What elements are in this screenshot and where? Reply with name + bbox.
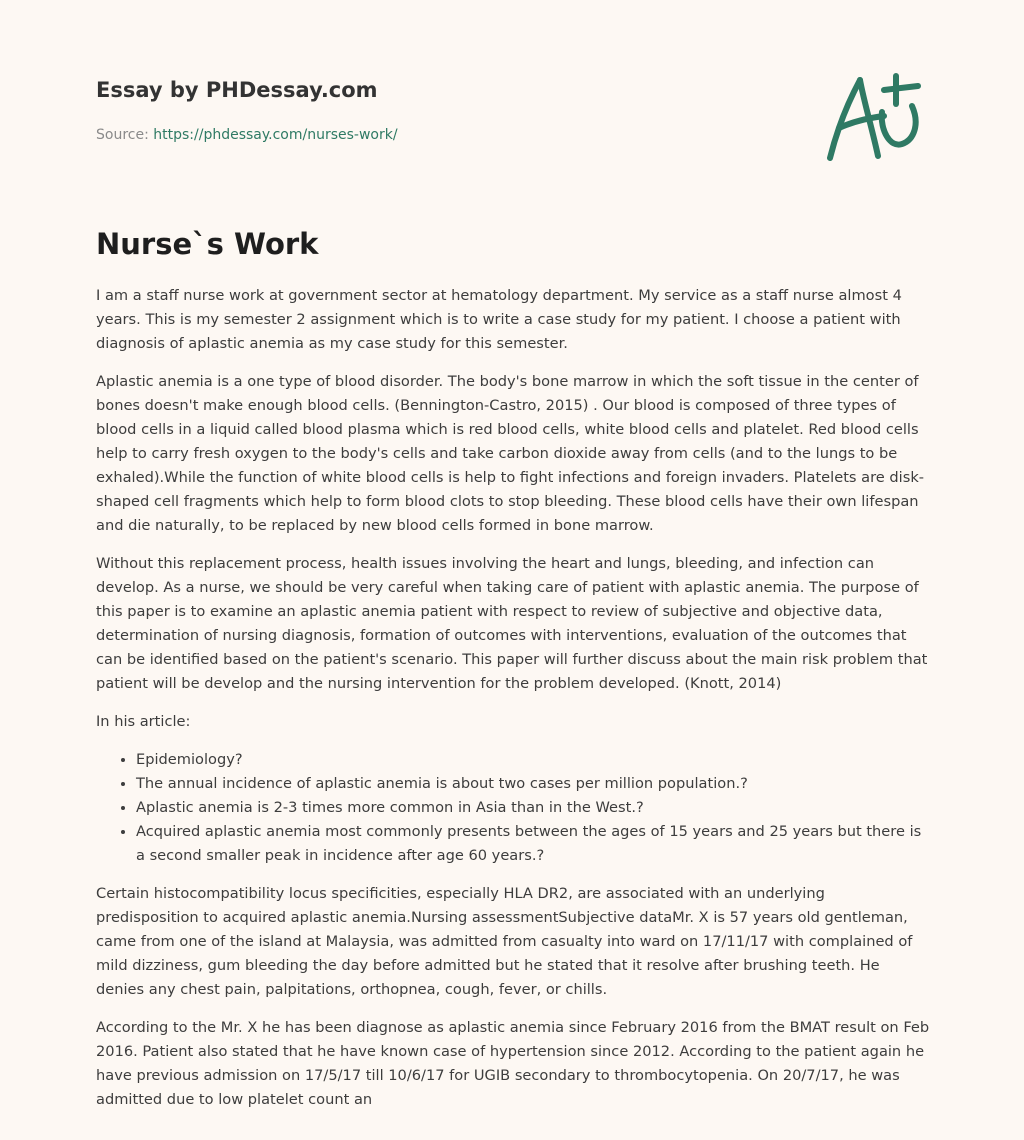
paragraph: Without this replacement process, health issues involving the heart and lungs, bleeding, and infection can develop. As a nurse, we should be very careful when taking care of patient with aplastic anemia. The purpose of this paper is to examine an aplastic anemia patient with respect to review of subjective and objective data, determination of nursing diagnosis, formation of outcomes with interventions, evaluation of the outcomes that can be identified based on the patient's scenario. This paper will further discuss about the main risk problem that patient will be develop and the nursing intervention for the problem developed. (Knott, 2014) [96,555,928,692]
header [96,76,696,144]
essay-body [96,284,930,1126]
list-item: • The annual incidence of aplastic anemia is about two cases per million population.? [136,772,930,796]
list-item: • Acquired aplastic anemia most commonly presents between the ages of 15 years and 25 years but there is a second smaller peak in incidence after age 60 years.? [136,820,930,868]
source-label: Source: [96,127,149,143]
bullet-list [96,748,930,868]
a-plus-logo [822,68,926,164]
source-link[interactable]: https://phdessay.com/nurses-work/ [153,127,398,143]
list-item: • Aplastic anemia is 2-3 times more common in Asia than in the West.? [136,796,930,820]
essay-title: Nurse`s Work [96,227,319,261]
paragraph: In his article: [96,713,191,730]
paragraph: Aplastic anemia is a one type of blood disorder. The body's bone marrow in which the soft tissue in the center of bones doesn't make enough blood cells. (Bennington-Castro, 2015) . Our blood is composed of three types of blood cells in a liquid called blood plasma which is red blood cells, white blood cells and platelet. Red blood cells help to carry fresh oxygen to the body's cells and take carbon dioxide away from cells (and to the lungs to be exhaled).While the function of white blood cells is help to fight infections and foreign invaders. Platelets are disk-shaped cell fragments which help to form blood clots to stop bleeding. These blood cells have their own lifespan and die naturally, to be replaced by new blood cells formed in bone marrow. [96,373,925,534]
paragraph: Certain histocompatibility locus specificities, especially HLA DR2, are associated with an underlying predisposition to acquired aplastic anemia.Nursing assessmentSubjective dataMr. X is 57 years old gentleman, came from one of the island at Malaysia, was admitted from casualty into ward on 17/11/17 with complained of mild dizziness, gum bleeding the day before admitted but he stated that it resolve after brushing teeth. He denies any chest pain, palpitations, orthopnea, cough, fever, or chills. [96,885,913,998]
site-title: Essay by PHDessay.com [96,78,378,102]
paragraph: I am a staff nurse work at government sector at hematology department. My service as a staff nurse almost 4 years. This is my semester 2 assignment which is to write a case study for my patient. I choose a patient with diagnosis of aplastic anemia as my case study for this semester. [96,287,902,352]
paragraph: According to the Mr. X he has been diagnose as aplastic anemia since February 2016 from the BMAT result on Feb 2016. Patient also stated that he have known case of hypertension since 2012. According to the patient again he have previous admission on 17/5/17 till 10/6/17 for UGIB secondary to thrombocytopenia. On 20/7/17, he was admitted due to low platelet count an [96,1019,930,1108]
a-plus-logo-icon [822,68,926,164]
source-line [96,126,696,144]
list-item: • Epidemiology? [136,748,930,772]
